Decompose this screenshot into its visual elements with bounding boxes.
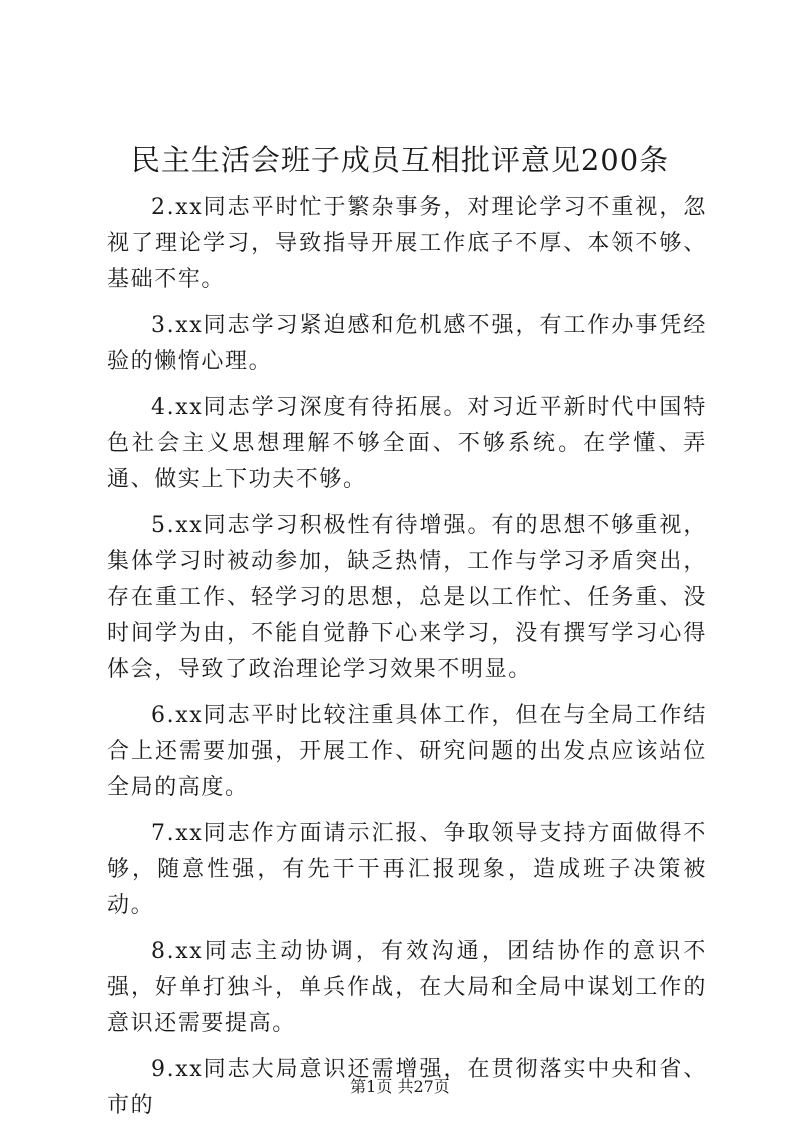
paragraph-item-4: 4.xx同志学习深度有待拓展。对习近平新时代中国特色社会主义思想理解不够全面、不够系统。在学懂、弄通、做实上下功夫不够。	[107, 395, 707, 492]
document-body	[107, 190, 707, 1134]
paragraph-item-8: 8.xx同志主动协调，有效沟通，团结协作的意识不强，好单打独斗，单兵作战，在大局和全局中谋划工作的意识还需要提高。	[107, 939, 707, 1036]
paragraph-item-7: 7.xx同志作方面请示汇报、争取领导支持方面做得不够，随意性强，有先干干再汇报现象，造成班子决策被动。	[107, 821, 707, 918]
paragraph-item-5: 5.xx同志学习积极性有待增强。有的思想不够重视，集体学习时被动参加，缺乏热情，工作与学习矛盾突出，存在重工作、轻学习的思想，总是以工作忙、任务重、没时间学为由，不能自觉静下心来学习，没有撰写学习心得体会，导致了政治理论学习效果不明显。	[107, 513, 707, 682]
document-title: 民主生活会班子成员互相批评意见200条	[130, 143, 670, 177]
paragraph-item-6: 6.xx同志平时比较注重具体工作，但在与全局工作结合上还需要加强，开展工作、研究问题的出发点应该站位全局的高度。	[107, 703, 707, 800]
paragraph-item-2: 2.xx同志平时忙于繁杂事务，对理论学习不重视，忽视了理论学习，导致指导开展工作底子不厚、本领不够、基础不牢。	[107, 195, 707, 292]
paragraph-item-3: 3.xx同志学习紧迫感和危机感不强，有工作办事凭经验的懒惰心理。	[107, 313, 707, 374]
paragraph-item-9: 9.xx同志大局意识还需增强，在贯彻落实中央和省、市的	[107, 1057, 707, 1118]
page-number-footer: 第1页 共27页	[350, 1077, 450, 1096]
